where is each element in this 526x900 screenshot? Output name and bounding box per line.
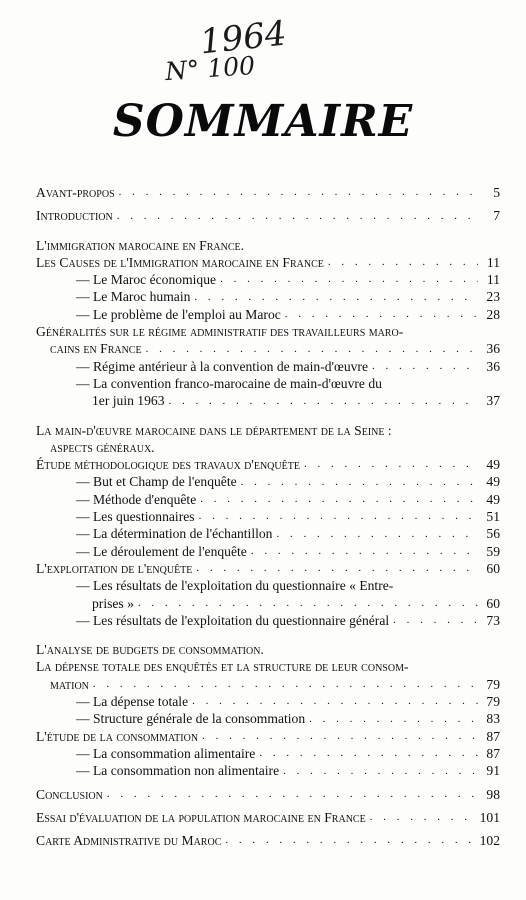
table-of-contents [36, 184, 500, 849]
toc-page: 79 [486, 694, 500, 710]
toc-leader [146, 341, 478, 358]
toc-leader [93, 676, 478, 693]
toc-page: 11 [486, 272, 500, 288]
toc-subentry[interactable] [36, 306, 500, 323]
toc-page: 60 [486, 595, 500, 611]
toc-page: 36 [486, 358, 500, 374]
toc-part-heading [36, 237, 500, 254]
toc-page: 11 [486, 254, 500, 270]
toc-label: — Le Maroc économique [76, 271, 216, 288]
toc-leader [199, 508, 478, 525]
toc-label: — La consommation non alimentaire [76, 762, 279, 779]
page-title: SOMMAIRE [112, 96, 414, 147]
toc-entry-exploitation[interactable] [36, 560, 500, 577]
part-heading-text: aspects généraux. [50, 439, 155, 455]
toc-subentry[interactable] [36, 543, 500, 560]
toc-page: 5 [493, 185, 500, 200]
toc-entry-carte[interactable] [36, 832, 500, 849]
toc-page: 36 [486, 341, 500, 357]
toc-page: 49 [486, 491, 500, 507]
toc-label: — Structure générale de la consommation [76, 710, 305, 727]
toc-page: 59 [486, 543, 500, 559]
toc-label: — La consommation alimentaire [76, 745, 255, 762]
toc-page: 83 [486, 711, 500, 727]
toc-label: Généralités sur le régime administratif des travailleurs maro- [36, 324, 404, 340]
toc-page: 49 [486, 474, 500, 490]
toc-subentry[interactable] [36, 710, 500, 727]
toc-label: Étude méthodologique des travaux d'enquête [36, 457, 300, 473]
toc-entry-introduction[interactable] [36, 207, 500, 224]
part-heading-text: L'immigration marocaine en France. [36, 237, 245, 253]
toc-entry-line[interactable] [36, 323, 500, 340]
toc-page: 98 [486, 786, 500, 802]
toc-subentry[interactable] [36, 577, 500, 594]
toc-leader [169, 393, 479, 410]
toc-entry-line[interactable] [36, 658, 500, 675]
toc-leader [285, 306, 478, 323]
toc-subentry[interactable] [36, 525, 500, 542]
toc-leader [370, 809, 474, 826]
toc-subentry[interactable] [36, 271, 500, 288]
toc-leader [202, 728, 478, 745]
toc-part-heading [36, 422, 500, 439]
toc-page: 28 [486, 306, 500, 322]
toc-subentry[interactable] [36, 491, 500, 508]
toc-page: 87 [486, 728, 500, 744]
toc-subentry[interactable] [36, 473, 500, 490]
part-heading-text: L'analyse de budgets de consommation. [36, 642, 264, 658]
toc-subentry-continuation[interactable] [36, 595, 500, 612]
toc-label: — Méthode d'enquête [76, 491, 196, 508]
toc-page: 87 [486, 745, 500, 761]
toc-label: cains en France [50, 341, 142, 357]
toc-subentry[interactable] [36, 358, 500, 375]
part-heading-text: La main-d'œuvre marocaine dans le département de la Seine : [36, 422, 392, 438]
toc-label: — Régime antérieur à la convention de main-d'œuvre [76, 358, 368, 375]
toc-label: L'exploitation de l'enquête [36, 560, 193, 576]
toc-page: 91 [486, 763, 500, 779]
toc-leader [220, 271, 478, 288]
toc-leader [241, 474, 478, 491]
toc-subentry[interactable] [36, 693, 500, 710]
toc-page: 79 [486, 676, 500, 692]
toc-leader [393, 612, 478, 629]
toc-leader [304, 456, 478, 473]
toc-entry-etude-methodo[interactable] [36, 456, 500, 473]
toc-part-heading [36, 641, 500, 658]
toc-entry-depense[interactable] [36, 676, 500, 693]
toc-subentry-continuation[interactable] [36, 392, 500, 409]
toc-leader [192, 693, 478, 710]
toc-label: Avant-propos [36, 185, 115, 200]
toc-label: — Les résultats de l'exploitation du questionnaire général [76, 612, 389, 629]
toc-label: — La convention franco-marocaine de main-d'œuvre du [76, 375, 382, 392]
toc-label: Essai d'évaluation de la population marocaine en France [36, 809, 366, 825]
toc-leader [372, 358, 478, 375]
toc-part-heading [36, 439, 500, 456]
toc-entry-causes[interactable] [36, 254, 500, 271]
toc-entry-generalites[interactable] [36, 340, 500, 357]
toc-leader [200, 491, 478, 508]
toc-leader [309, 711, 478, 728]
toc-page: 101 [479, 809, 500, 825]
toc-leader [196, 560, 478, 577]
toc-subentry[interactable] [36, 375, 500, 392]
toc-label: Carte Administrative du Maroc [36, 833, 222, 849]
toc-subentry[interactable] [36, 508, 500, 525]
toc-label: — Le problème de l'emploi au Maroc [76, 306, 281, 323]
toc-label: — Les questionnaires [76, 508, 195, 525]
toc-subentry[interactable] [36, 762, 500, 779]
toc-leader [138, 595, 478, 612]
toc-label: — La dépense totale [76, 693, 188, 710]
toc-page: 51 [486, 509, 500, 525]
toc-leader [225, 832, 473, 849]
toc-page: 7 [493, 208, 500, 224]
toc-label: La dépense totale des enquêtés et la structure de leur consom- [36, 659, 409, 675]
toc-page: 60 [486, 560, 500, 576]
toc-label: Introduction [36, 208, 113, 224]
toc-label: prises » [92, 595, 134, 611]
toc-page: 49 [486, 457, 500, 473]
toc-page: 23 [486, 289, 500, 305]
toc-subentry[interactable] [36, 745, 500, 762]
toc-label: Les Causes de l'Immigration marocaine en France [36, 254, 324, 270]
toc-leader [194, 289, 478, 306]
toc-label: 1er juin 1963 [92, 393, 165, 409]
toc-entry-avant-propos[interactable] [36, 184, 500, 201]
toc-label: Conclusion [36, 786, 103, 802]
toc-page: 102 [479, 833, 500, 849]
toc-label: — Le déroulement de l'enquête [76, 543, 247, 560]
toc-label: — But et Champ de l'enquête [76, 473, 237, 490]
toc-leader [117, 208, 478, 225]
toc-subentry[interactable] [36, 612, 500, 629]
toc-leader [276, 526, 478, 543]
toc-label: — Les résultats de l'exploitation du questionnaire « Entre- [76, 577, 393, 594]
toc-subentry[interactable] [36, 288, 500, 305]
toc-page: 56 [486, 526, 500, 542]
toc-entry-essai[interactable] [36, 809, 500, 826]
toc-leader [283, 763, 478, 780]
toc-label: — La détermination de l'échantillon [76, 525, 272, 542]
toc-label: L'étude de la consommation [36, 728, 199, 744]
toc-leader [107, 786, 478, 803]
toc-leader [328, 254, 478, 271]
handwritten-number: N° 100 [164, 50, 256, 87]
toc-page: 73 [486, 612, 500, 628]
toc-entry-conclusion[interactable] [36, 786, 500, 803]
toc-entry-etude-consommation[interactable] [36, 728, 500, 745]
toc-leader [119, 184, 478, 201]
handwritten-year: 1964 [198, 13, 289, 63]
toc-page: 37 [486, 393, 500, 409]
toc-label: mation [50, 676, 89, 692]
toc-label: — Le Maroc humain [76, 288, 190, 305]
toc-leader [251, 543, 478, 560]
toc-leader [259, 745, 478, 762]
